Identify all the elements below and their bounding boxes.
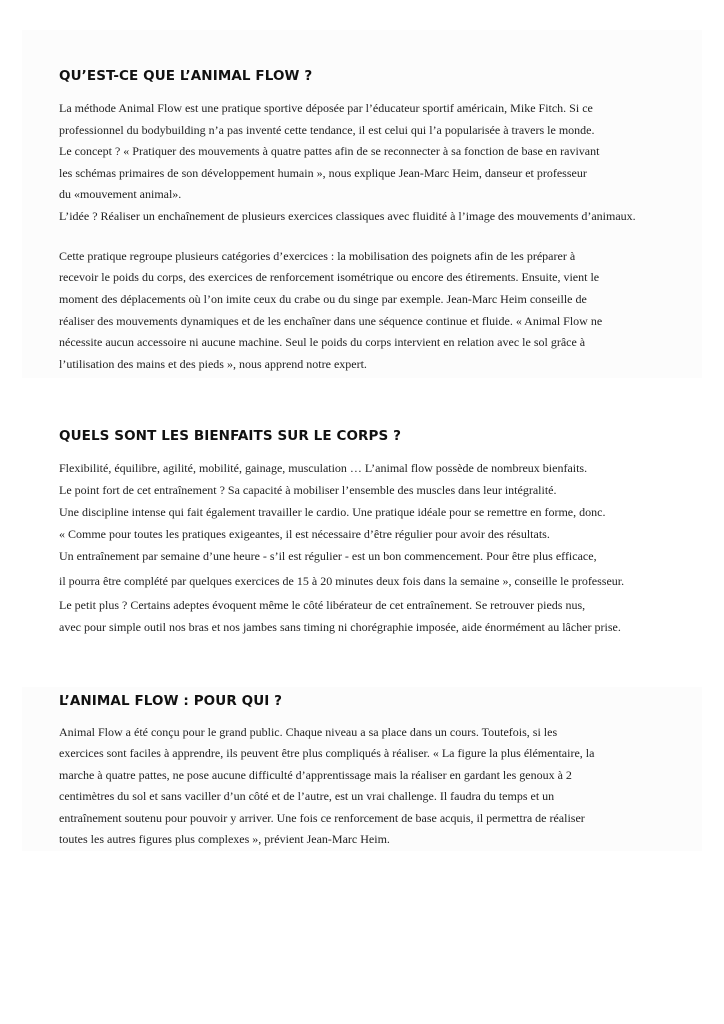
paragraph-line: l’utilisation des mains et des pieds », nous apprend notre expert. <box>59 357 367 371</box>
paragraph-line: Le petit plus ? Certains adeptes évoquent même le côté libérateur de cet entraînement. Se retrouver pieds nus, <box>59 598 586 612</box>
paragraph-line: La méthode Animal Flow est une pratique sportive déposée par l’éducateur sportif américain, Mike Fitch. Si ce <box>59 101 593 115</box>
paragraph-line: professionnel du bodybuilding n’a pas inventé cette tendance, il est celui qui l’a popularisée à travers le monde. <box>59 123 595 137</box>
paragraph-line: nécessite aucun accessoire ni aucune machine. Seul le poids du corps intervient en relation avec le sol grâce à <box>59 335 586 349</box>
paragraph-line: Un entraînement par semaine d’une heure - s’il est régulier - est un bon commencement. Pour être plus efficace, <box>59 549 597 563</box>
paragraph-line: centimètres du sol et sans vaciller d’un côté et de l’autre, est un vrai challenge. Il faudra du temps et un <box>59 789 555 803</box>
paragraph-line: avec pour simple outil nos bras et nos jambes sans timing ni chorégraphie imposée, aide énormément au lâcher prise. <box>59 620 621 634</box>
paragraph-line: entraînement soutenu pour pouvoir y arriver. Une fois ce renforcement de base acquis, il permettra de réaliser <box>59 811 585 825</box>
paragraph-line: Le point fort de cet entraînement ? Sa capacité à mobiliser l’ensemble des muscles dans leur intégralité. <box>59 483 557 497</box>
section-heading: QU’EST-CE QUE L’ANIMAL FLOW ? <box>59 68 313 84</box>
paragraph-line: exercices sont faciles à apprendre, ils peuvent être plus compliqués à réaliser. « La figure la plus élémentaire, la <box>59 746 595 760</box>
paragraph-line: moment des déplacements où l’on imite ceux du crabe ou du singe par exemple. Jean-Marc Heim conseille de <box>59 292 587 306</box>
paragraph-line: marche à quatre pattes, ne pose aucune difficulté d’apprentissage mais la réaliser en gardant les genoux à 2 <box>59 768 572 782</box>
paragraph-line: réaliser des mouvements dynamiques et de les enchaîner dans une séquence continue et fluide. « Animal Flow ne <box>59 314 603 328</box>
paragraph-line: L’idée ? Réaliser un enchaînement de plusieurs exercices classiques avec fluidité à l’image des mouvements d’animaux. <box>59 209 636 223</box>
paragraph-line: Cette pratique regroupe plusieurs catégories d’exercices : la mobilisation des poignets afin de les préparer à <box>59 249 576 263</box>
paragraph-line: il pourra être complété par quelques exercices de 15 à 20 minutes deux fois dans la semaine », conseille le professeur. <box>59 574 625 588</box>
paragraph-line: du «mouvement animal». <box>59 187 182 201</box>
paragraph-line: toutes les autres figures plus complexes », prévient Jean-Marc Heim. <box>59 832 390 846</box>
paragraph-line: Animal Flow a été conçu pour le grand public. Chaque niveau a sa place dans un cours. Toutefois, si les <box>59 725 558 739</box>
paragraph-line: Le concept ? « Pratiquer des mouvements à quatre pattes afin de se reconnecter à sa fonction de base en ravivant <box>59 144 600 158</box>
paragraph-line: « Comme pour toutes les pratiques exigeantes, il est nécessaire d’être régulier pour avoir des résultats. <box>59 527 550 541</box>
paragraph-line: recevoir le poids du corps, des exercices de renforcement isométrique ou encore des étirements. Ensuite, vient le <box>59 270 600 284</box>
section-heading: L’ANIMAL FLOW : POUR QUI ? <box>59 693 283 709</box>
paragraph-line: les schémas primaires de son développement humain », nous explique Jean-Marc Heim, danseur et professeur <box>59 166 587 180</box>
paragraph-line: Flexibilité, équilibre, agilité, mobilité, gainage, musculation … L’animal flow possède de nombreux bienfaits. <box>59 461 588 475</box>
paragraph-line: Une discipline intense qui fait également travailler le cardio. Une pratique idéale pour se remettre en forme, donc. <box>59 505 606 519</box>
section-heading: QUELS SONT LES BIENFAITS SUR LE CORPS ? <box>59 428 402 444</box>
